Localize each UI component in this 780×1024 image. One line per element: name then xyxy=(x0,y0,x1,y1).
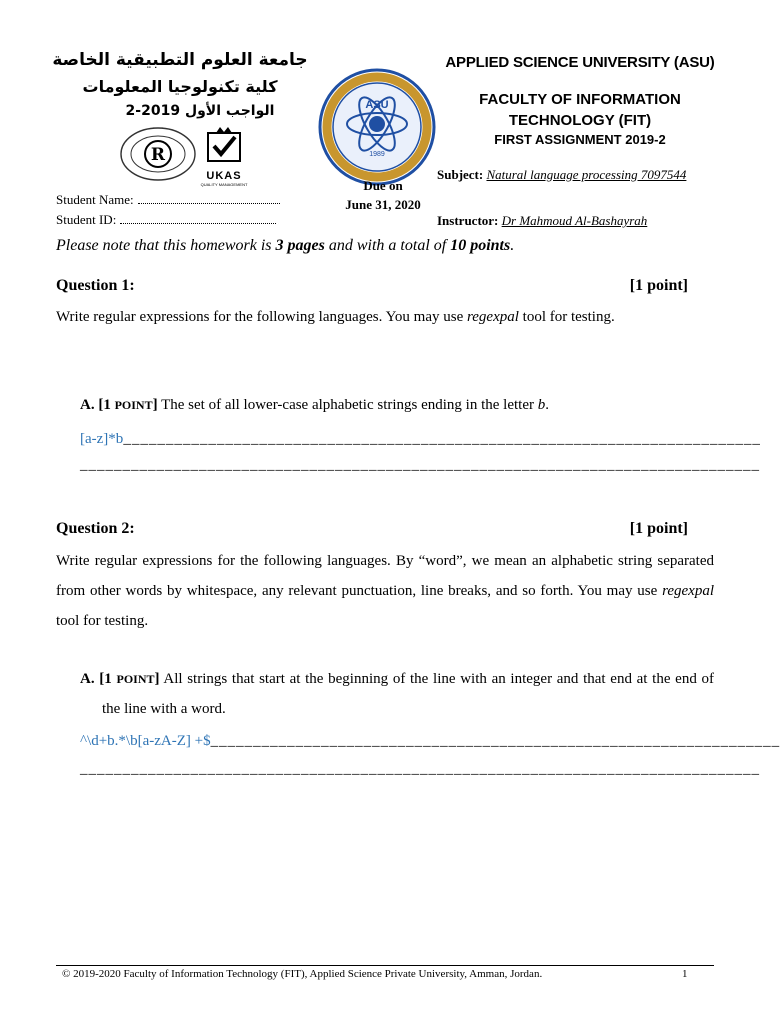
question-1-points: [1 point] xyxy=(629,277,688,294)
faculty-name xyxy=(440,89,720,131)
subject-label: Subject: xyxy=(437,167,484,182)
question-2-item-a xyxy=(80,664,714,724)
question-2-answer-line[interactable] xyxy=(80,733,780,753)
item-text: The set of all lower-case alphabetic strings ending in the letter xyxy=(157,397,538,413)
answer-underline: ___________________________________________________________________ xyxy=(210,733,780,749)
student-name-field[interactable] xyxy=(56,192,280,208)
student-id-field[interactable] xyxy=(56,212,276,228)
asu-university-logo xyxy=(318,68,436,186)
item-points-open: [1 xyxy=(98,397,115,413)
svg-text:ASU: ASU xyxy=(365,99,389,111)
question-2-points: [1 point] xyxy=(629,520,688,537)
university-name: APPLIED SCIENCE UNIVERSITY (ASU) xyxy=(445,54,715,71)
homework-note xyxy=(56,237,514,255)
footer-rule xyxy=(56,965,714,966)
svg-text:R: R xyxy=(150,145,166,165)
subject-line xyxy=(437,166,697,183)
item-text-letter: b xyxy=(537,397,546,413)
instructor-label: Instructor: xyxy=(437,213,499,228)
question-2-heading xyxy=(56,520,688,538)
due-date: June 31, 2020 xyxy=(345,197,421,212)
item-letter: A. xyxy=(80,397,95,413)
question-1-intro xyxy=(56,302,714,332)
student-id-blank[interactable] xyxy=(120,214,276,224)
instructor-value: Dr Mahmoud Al-Bashayrah xyxy=(501,213,648,228)
faculty-line-2: TECHNOLOGY (FIT) xyxy=(508,112,652,129)
question-1-answer-line[interactable] xyxy=(80,431,761,451)
arabic-assignment-title: الواجب الأول 2019-2 xyxy=(125,103,275,119)
question-2-intro-end: tool for testing. xyxy=(56,613,149,629)
student-name-blank[interactable] xyxy=(138,194,280,204)
question-1-intro-text: Write regular expressions for the following languages. You may use xyxy=(56,309,467,325)
student-name-label: Student Name: xyxy=(56,192,134,207)
answer-underline: ___________________________________________________________________________ xyxy=(123,431,761,447)
assignment-title: FIRST ASSIGNMENT 2019-2 xyxy=(494,132,666,147)
arabic-university-name: جامعة العلوم التطبيقية الخاصة xyxy=(52,50,308,70)
faculty-line-1: FACULTY OF INFORMATION xyxy=(479,91,681,108)
question-2-intro-text: Write regular expressions for the following languages. By “word”, we mean an alphabetic string separated from other words by whitespace, any relevant punctuation, line breaks, and so forth. You may use xyxy=(56,553,714,599)
item-points-close: ] xyxy=(152,397,158,413)
question-1-answer: [a-z]*b xyxy=(80,431,124,447)
question-1-title: Question 1: xyxy=(56,277,135,294)
question-2-intro xyxy=(56,546,714,636)
ukas-sublabel: QUALITY MANAGEMENT xyxy=(200,182,248,187)
question-2-title: Question 2: xyxy=(56,520,135,537)
question-2-tool-name: regexpal xyxy=(662,583,714,599)
note-pages: 3 pages xyxy=(275,237,325,254)
question-1-item-a xyxy=(80,390,714,420)
item-text-end: . xyxy=(545,397,549,413)
note-text-end: . xyxy=(510,237,515,254)
question-1-heading xyxy=(56,277,688,295)
item-points-word: POINT xyxy=(114,398,153,412)
question-1-answer-line-2[interactable]: ________________________________________________________________________________ xyxy=(80,457,760,473)
question-2-answer-line-2[interactable]: ________________________________________________________________________________ xyxy=(80,761,760,777)
svg-text:1989: 1989 xyxy=(369,151,385,158)
ukas-quality-mark xyxy=(200,125,248,187)
ukas-label: UKAS xyxy=(206,170,242,182)
due-label: Due on xyxy=(363,178,403,193)
item-points-close: ] xyxy=(154,671,160,687)
question-1-tool-name: regexpal xyxy=(466,309,519,325)
crown-check-icon xyxy=(200,125,248,165)
student-id-label: Student ID: xyxy=(56,212,117,227)
question-1-intro-end: tool for testing. xyxy=(518,309,615,325)
arabic-faculty-name: كلية تكنولوجيا المعلومات xyxy=(82,77,278,96)
note-points: 10 points xyxy=(450,237,511,254)
note-text: Please note that this homework is xyxy=(56,237,276,254)
due-date-block xyxy=(330,176,436,214)
subject-value: Natural language processing 7097544 xyxy=(486,167,687,182)
instructor-line xyxy=(437,213,647,229)
item-points-word: POINT xyxy=(116,672,155,686)
page-number: 1 xyxy=(682,968,688,980)
question-2-answer: ^\d+b.*\b[a-zA-Z] +$ xyxy=(80,733,211,749)
item-text: All strings that start at the beginning of the line with an integer and that end at the end of the line with a word. xyxy=(102,671,715,717)
item-letter: A. xyxy=(80,671,95,687)
item-points-open: [1 xyxy=(99,671,117,687)
registered-quality-seal-icon xyxy=(118,125,198,183)
note-text-mid: and with a total of xyxy=(324,237,451,254)
footer-copyright: © 2019-2020 Faculty of Information Technology (FIT), Applied Science Private University, Amman, Jordan. xyxy=(62,968,543,980)
